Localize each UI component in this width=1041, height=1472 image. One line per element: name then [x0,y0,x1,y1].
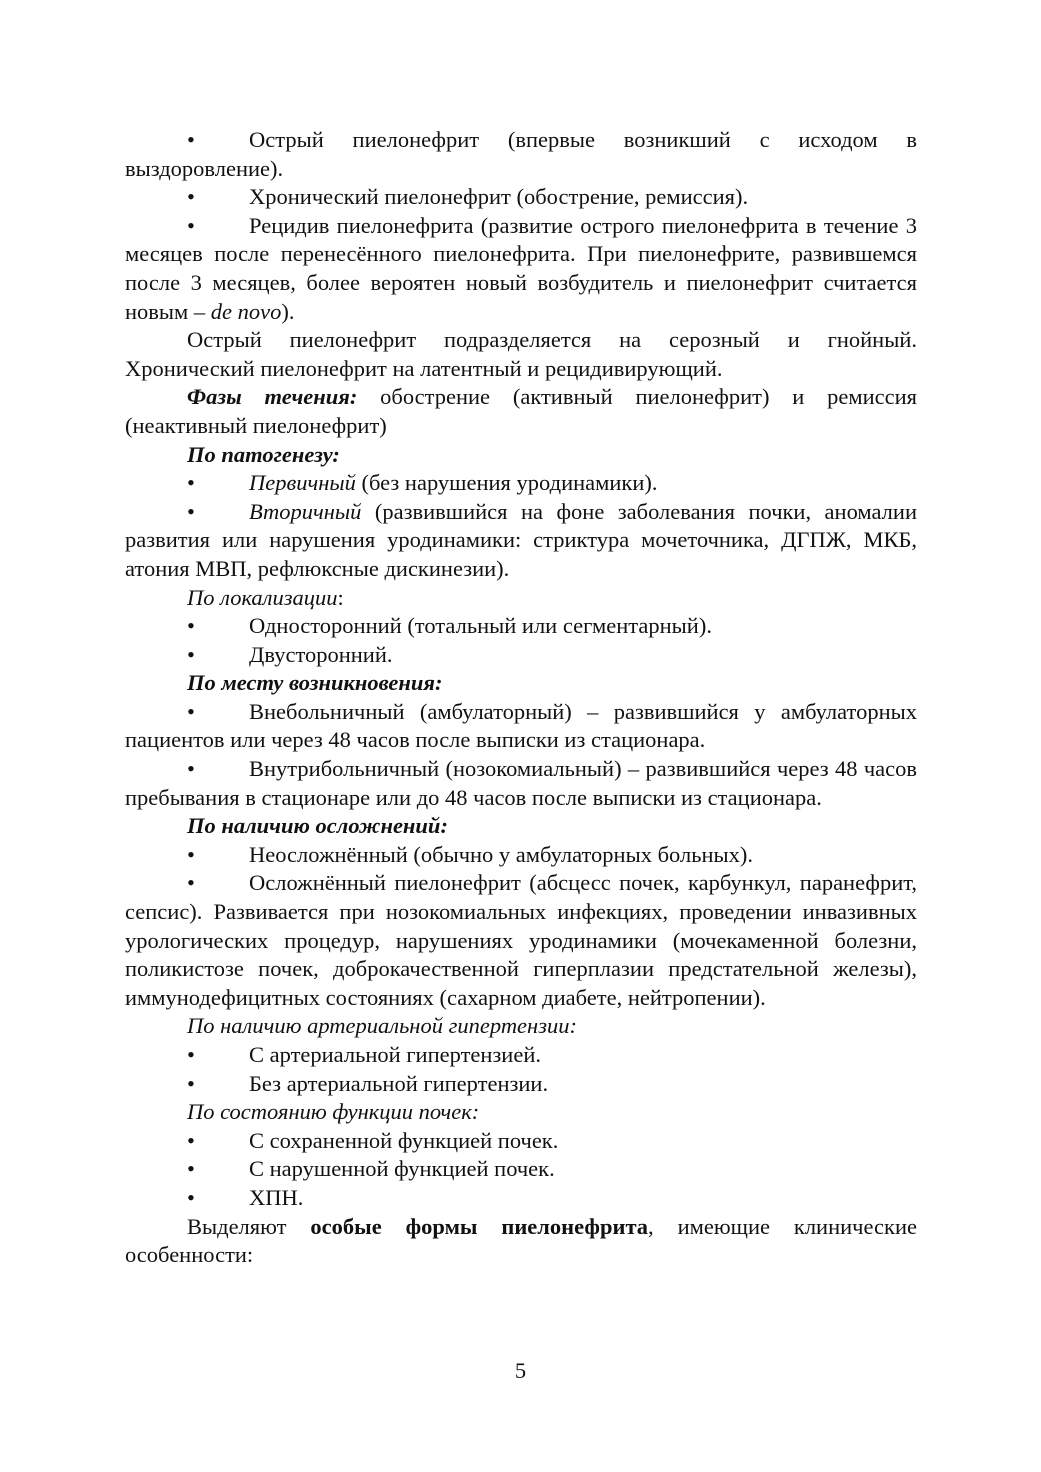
bullet-icon: • [187,756,195,782]
paragraph-special-forms: Выделяют особые формы пиелонефрита, имеющие клинические особенности: [125,1213,917,1268]
bullet-icon: • [187,870,195,896]
paragraph-acute-division: Острый пиелонефрит подразделяется на серозный и гнойный. Хронический пиелонефрит на латентный и рецидивирующий. [125,327,917,381]
bullet-icon: • [187,1127,195,1153]
de-novo-term: de novo [210,298,282,324]
special-forms-term: особые формы пиелонефрита [310,1213,649,1239]
phases-label: Фазы течения: [187,384,358,410]
paragraph-phases: Фазы течения: обострение (активный пиелонефрит) и ремиссия (неактивный пиелонефрит) [125,384,917,438]
list-item-complicated: • Осложнённый пиелонефрит (абсцесс почек, карбункул, паранефрит, сепсис). Развивается при нозокомиальных инфекциях, проведении инвазивных урологических процедур, нарушениях уродинамики (мочекаменной болезни, поликистозе почек, доброкачественной гиперплазии предстательной железы), иммунодефицитных состояниях (сахарном диабете, нейтропении). [125,870,917,1010]
bullet-icon: • [187,127,195,152]
list-item-without-hypertension: • Без артериальной гипертензии. [125,1070,917,1099]
list-item-uncomplicated: • Неосложнённый (обычно у амбулаторных больных). [125,841,917,870]
list-item-chronic: • Хронический пиелонефрит (обострение, ремиссия). [125,183,917,212]
bullet-icon: • [187,184,195,210]
list-item-impaired-function: • С нарушенной функцией почек. [125,1155,917,1184]
page-number: 5 [514,1358,527,1383]
bullet-icon: • [187,698,195,724]
list-item-hospital: • Внутрибольничный (нозокомиальный) – развившийся через 48 часов пребывания в стационаре или до 48 часов после выписки из стационара. [125,756,917,810]
heading-kidney-function: По состоянию функции почек: [187,1099,480,1125]
bullet-icon: • [187,1042,195,1067]
bullet-icon: • [187,1156,195,1182]
list-item-ckd: • ХПН. [125,1184,917,1213]
bullet-icon: • [187,841,195,867]
list-item-relapse: • Рецидив пиелонефрита (развитие острого пиелонефрита в течение 3 месяцев после перенесённого пиелонефрита. При пиелонефрите, развившемся после 3 месяцев, более вероятен новый возбудитель и пиелонефрит считается новым – de novo). [125,212,917,324]
bullet-icon: • [187,1070,195,1096]
heading-hypertension: По наличию артериальной гипертензии: [187,1013,577,1039]
bullet-icon: • [187,613,195,639]
heading-pathogenesis: По патогенезу: [187,441,340,467]
heading-localization: По локализации: [187,584,344,610]
list-item-preserved-function: • С сохраненной функцией почек. [125,1127,917,1156]
bullet-icon: • [187,212,195,238]
heading-origin: По месту возникновения: [187,670,443,696]
list-item-secondary: • Вторичный (развившийся на фоне заболевания почки, аномалии развития или нарушения уродинамики: стриктура мочеточника, ДГПЖ, МКБ, атония МВП, рефлюксные дискинезии). [125,498,917,581]
list-item-primary: • Первичный (без нарушения уродинамики). [125,469,917,498]
bullet-icon: • [187,1184,195,1210]
list-item-with-hypertension: • С артериальной гипертензией. [125,1041,917,1070]
list-item-acute: • Острый пиелонефрит (впервые возникший с исходом в выздоровление). [125,127,917,181]
list-item-community: • Внебольничный (амбулаторный) – развившийся у амбулаторных пациентов или через 48 часов после выписки из стационара. [125,698,917,753]
heading-complications: По наличию осложнений: [187,813,448,839]
bullet-icon: • [187,498,195,524]
bullet-icon: • [187,470,195,496]
document-body [125,126,917,1270]
bullet-icon: • [187,641,195,667]
list-item-bilateral: • Двусторонний. [125,641,917,670]
list-item-unilateral: • Односторонний (тотальный или сегментарный). [125,612,917,641]
